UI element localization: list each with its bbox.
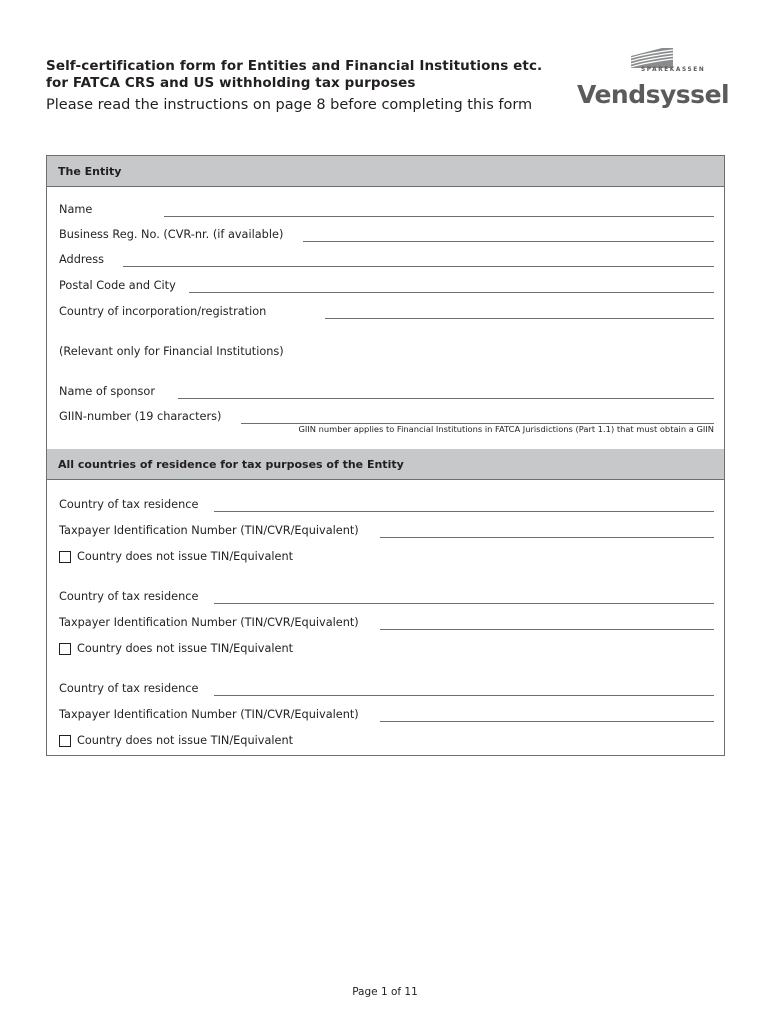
no-tin-label: Country does not issue TIN/Equivalent bbox=[77, 550, 294, 563]
postal-input-line[interactable] bbox=[189, 292, 714, 293]
country-tax-input-line[interactable] bbox=[214, 511, 714, 512]
no-tin-label: Country does not issue TIN/Equivalent bbox=[77, 734, 294, 747]
business-reg-input-line[interactable] bbox=[303, 241, 714, 242]
country-incorp-label: Country of incorporation/registration bbox=[59, 305, 267, 318]
sponsor-row bbox=[59, 385, 714, 401]
no-tin-label: Country does not issue TIN/Equivalent bbox=[77, 642, 294, 655]
address-label: Address bbox=[59, 253, 104, 266]
country-tax-label: Country of tax residence bbox=[59, 498, 199, 511]
tin-input-line[interactable] bbox=[380, 537, 714, 538]
fi-note-row bbox=[59, 345, 714, 361]
country-tax-label: Country of tax residence bbox=[59, 590, 199, 603]
tin-row bbox=[59, 708, 714, 724]
address-input-line[interactable] bbox=[123, 266, 714, 267]
tin-label: Taxpayer Identification Number (TIN/CVR/Equivalent) bbox=[59, 708, 359, 721]
postal-label: Postal Code and City bbox=[59, 279, 176, 292]
tin-row bbox=[59, 616, 714, 632]
residence-section-heading: All countries of residence for tax purposes of the Entity bbox=[47, 449, 724, 480]
no-tin-row bbox=[59, 734, 293, 747]
country-tax-row bbox=[59, 590, 714, 606]
entity-section-heading: The Entity bbox=[47, 156, 724, 187]
fi-note: (Relevant only for Financial Institutions) bbox=[59, 345, 284, 358]
country-incorp-row bbox=[59, 305, 714, 321]
country-incorp-input-line[interactable] bbox=[325, 318, 714, 319]
page-number: Page 1 of 11 bbox=[352, 986, 418, 998]
no-tin-checkbox[interactable] bbox=[59, 643, 71, 655]
form-title-line2: for FATCA CRS and US withholding tax purposes bbox=[46, 75, 416, 91]
no-tin-checkbox[interactable] bbox=[59, 551, 71, 563]
giin-note: GIIN number applies to Financial Institutions in FATCA Jurisdictions (Part 1.1) that must obtain a GIIN bbox=[298, 424, 714, 434]
address-row bbox=[59, 253, 714, 269]
country-tax-row bbox=[59, 682, 714, 698]
entity-section bbox=[46, 155, 725, 451]
no-tin-row bbox=[59, 550, 293, 563]
form-subtitle: Please read the instructions on page 8 before completing this form bbox=[46, 97, 533, 113]
no-tin-checkbox[interactable] bbox=[59, 735, 71, 747]
country-tax-input-line[interactable] bbox=[214, 603, 714, 604]
country-tax-label: Country of tax residence bbox=[59, 682, 199, 695]
residence-section bbox=[46, 449, 725, 756]
logo-small-text: SPAREKASSEN bbox=[641, 67, 706, 73]
country-tax-input-line[interactable] bbox=[214, 695, 714, 696]
tin-label: Taxpayer Identification Number (TIN/CVR/Equivalent) bbox=[59, 524, 359, 537]
tin-input-line[interactable] bbox=[380, 721, 714, 722]
logo-name: Vendsyssel bbox=[577, 80, 730, 109]
giin-label: GIIN-number (19 characters) bbox=[59, 410, 222, 423]
business-reg-label: Business Reg. No. (CVR-nr. (if available) bbox=[59, 228, 284, 241]
tin-input-line[interactable] bbox=[380, 629, 714, 630]
sponsor-input-line[interactable] bbox=[178, 398, 714, 399]
name-label: Name bbox=[59, 203, 93, 216]
tin-label: Taxpayer Identification Number (TIN/CVR/Equivalent) bbox=[59, 616, 359, 629]
sponsor-label: Name of sponsor bbox=[59, 385, 155, 398]
no-tin-row bbox=[59, 642, 293, 655]
name-input-line[interactable] bbox=[164, 216, 714, 217]
form-title-line1: Self-certification form for Entities and Financial Institutions etc. bbox=[46, 58, 543, 74]
country-tax-row bbox=[59, 498, 714, 514]
tin-row bbox=[59, 524, 714, 540]
business-reg-row bbox=[59, 228, 714, 244]
name-row bbox=[59, 203, 714, 219]
postal-row bbox=[59, 279, 714, 295]
